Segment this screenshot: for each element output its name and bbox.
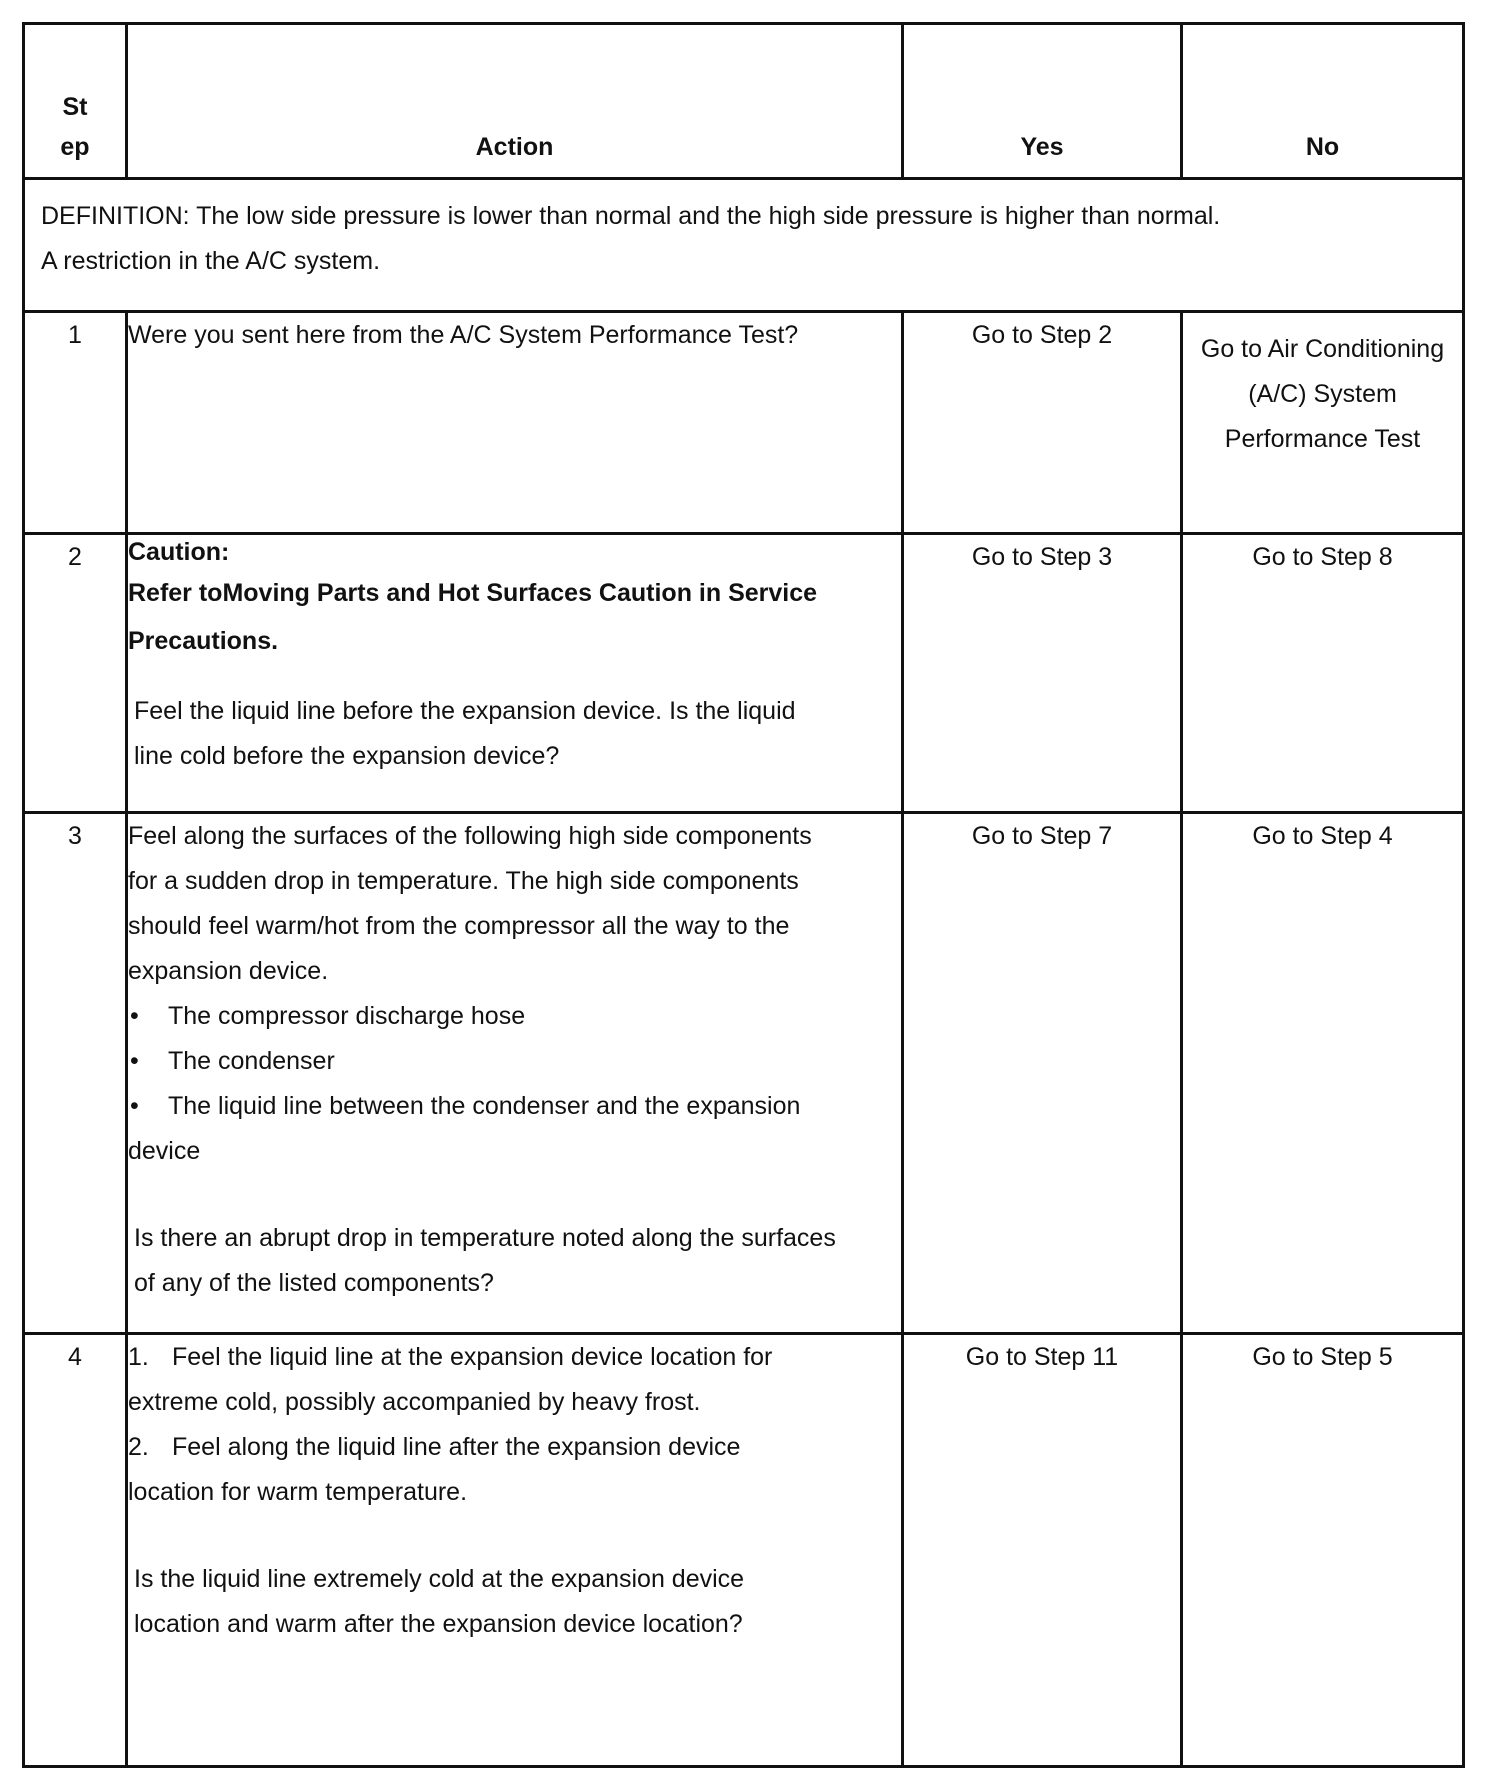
header-yes: Yes bbox=[903, 24, 1182, 179]
spacer bbox=[128, 665, 901, 689]
step-question: Feel the liquid line before the expansion device. Is the liquid line cold before the expansion device? bbox=[134, 697, 796, 770]
substep-number: 1. bbox=[128, 1343, 149, 1371]
step-number: 4 bbox=[24, 1334, 127, 1767]
caution-body bbox=[128, 569, 901, 665]
step-no-link[interactable]: Go to Step 4 bbox=[1182, 813, 1464, 1334]
step-no-link[interactable]: Go to Step 5 bbox=[1182, 1334, 1464, 1767]
bullet-icon: • bbox=[130, 1092, 139, 1120]
caution-service-precautions-link[interactable]: Refer toMoving Parts and Hot Surfaces Caution in Service Precautions. bbox=[128, 579, 818, 655]
step-question: Were you sent here from the A/C System Performance Test? bbox=[128, 321, 799, 349]
diagnostic-table bbox=[22, 22, 1465, 1768]
step-yes-link[interactable]: Go to Step 7 bbox=[903, 813, 1182, 1334]
step-number: 1 bbox=[24, 312, 127, 534]
step-yes-link[interactable]: Go to Step 11 bbox=[903, 1334, 1182, 1767]
bullet-icon: • bbox=[130, 1047, 139, 1075]
list-item bbox=[128, 1335, 901, 1425]
header-row bbox=[24, 24, 1464, 179]
header-step bbox=[24, 24, 127, 179]
caution-title: Caution: bbox=[128, 538, 230, 566]
list-item-text: The condenser bbox=[168, 1047, 335, 1075]
table-row-step-3 bbox=[24, 813, 1464, 1334]
header-no: No bbox=[1182, 24, 1464, 179]
spacer bbox=[128, 1515, 901, 1557]
table-row-step-1 bbox=[24, 312, 1464, 534]
step-number: 3 bbox=[24, 813, 127, 1334]
component-list bbox=[128, 994, 901, 1174]
step-yes-link[interactable]: Go to Step 3 bbox=[903, 534, 1182, 813]
step-no-link[interactable]: Go to Step 8 bbox=[1182, 534, 1464, 813]
step-question: Is the liquid line extremely cold at the expansion device location and warm after the expansion device location? bbox=[134, 1565, 745, 1638]
step-action bbox=[127, 1334, 903, 1767]
list-item bbox=[128, 1084, 901, 1174]
step-action bbox=[127, 312, 903, 534]
step-yes-link[interactable]: Go to Step 2 bbox=[903, 312, 1182, 534]
step-intro: Feel along the surfaces of the following high side components for a sudden drop in temperature. The high side components should feel warm/hot from the compressor all the way to the expansion device. bbox=[128, 822, 812, 985]
table-row-step-4 bbox=[24, 1334, 1464, 1767]
spacer bbox=[128, 1174, 901, 1216]
table-row-step-2 bbox=[24, 534, 1464, 813]
header-step-line1: St bbox=[62, 93, 88, 121]
substep-text: Feel along the liquid line after the expansion device location for warm temperature. bbox=[128, 1433, 741, 1506]
list-item bbox=[128, 1039, 901, 1084]
step-no-link[interactable]: Go to Air Conditioning (A/C) System Performance Test bbox=[1182, 312, 1464, 534]
list-item-text: The liquid line between the condenser and the expansion device bbox=[128, 1092, 801, 1165]
list-item-text: The compressor discharge hose bbox=[168, 1002, 526, 1030]
header-step-line2: ep bbox=[60, 133, 90, 161]
definition-cell bbox=[24, 179, 1464, 312]
definition-line2: A restriction in the A/C system. bbox=[41, 247, 381, 275]
step-action bbox=[127, 813, 903, 1334]
list-item bbox=[128, 1425, 901, 1515]
definition-row bbox=[24, 179, 1464, 312]
list-item bbox=[128, 994, 901, 1039]
bullet-icon: • bbox=[130, 1002, 139, 1030]
header-action: Action bbox=[127, 24, 903, 179]
step-question: Is there an abrupt drop in temperature noted along the surfaces of any of the listed components? bbox=[134, 1224, 836, 1297]
diagnostic-table-container bbox=[22, 22, 1465, 1768]
step-number: 2 bbox=[24, 534, 127, 813]
substep-text: Feel the liquid line at the expansion device location for extreme cold, possibly accompanied by heavy frost. bbox=[128, 1343, 773, 1416]
substep-number: 2. bbox=[128, 1433, 149, 1461]
substep-list bbox=[128, 1335, 901, 1515]
definition-line1: DEFINITION: The low side pressure is lower than normal and the high side pressure is higher than normal. bbox=[41, 202, 1221, 230]
step-action bbox=[127, 534, 903, 813]
